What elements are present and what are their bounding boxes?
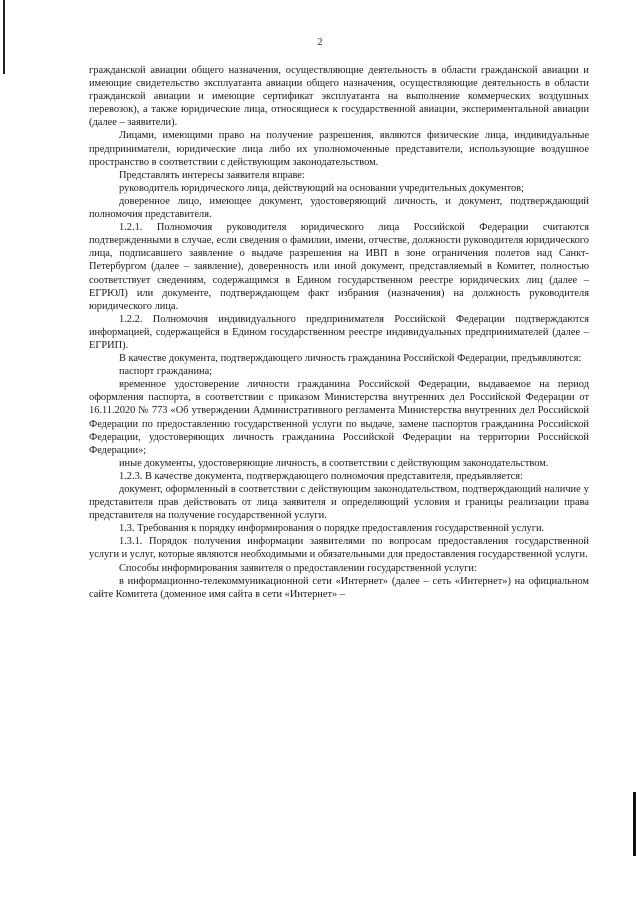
paragraph: в информационно-телекоммуникационной сети «Интернет» (далее – сеть «Интернет») на официальном сайте Комитета (доменное имя сайта в сети «Интернет» – bbox=[89, 575, 589, 600]
page-number: 2 bbox=[317, 37, 323, 48]
paragraph: Способы информирования заявителя о предоставлении государственной услуги: bbox=[119, 562, 477, 574]
paragraph: Представлять интересы заявителя вправе: bbox=[119, 169, 305, 181]
paragraph: документ, оформленный в соответствии с действующим законодательством, подтверждающий наличие у представителя прав действовать от лица заявителя и определяющий условия и границы реализации права представителя на получение государственной услуги. bbox=[89, 484, 589, 522]
paragraph: временное удостоверение личности гражданина Российской Федерации, выдаваемое на период оформления паспорта, в соответствии с приказом Министерства внутренних дел Российской Федерации от 16.11.2020 № 773 «Об утверждении Административного регламента Министерства внутренних дел Российской Федерации по предоставлению государственной услуги по выдаче, замене паспортов гражданина Российской Федерации, удостоверяющих личность гражданина Российской Федерации на территории Российской Федерации»; bbox=[89, 379, 589, 456]
paragraph: Лицами, имеющими право на получение разрешения, являются физические лица, индивидуальные предприниматели, юридические лица либо их уполномоченные представители, использующие воздушное пространство в соответствии с действующим законодательством. bbox=[89, 130, 589, 168]
scan-edge-mark-right bbox=[633, 792, 636, 856]
paragraph: паспорт гражданина; bbox=[119, 366, 213, 378]
paragraph: гражданской авиации общего назначения, осуществляющие деятельность в области гражданской авиации и имеющие свидетельство эксплуатанта авиации общего назначения, осуществляющие деятельность в области гражданской авиации и имеющие сертификат эксплуатанта на выполнение коммерческих воздушных перевозок), а также юридические лица, относящиеся к государственной авиации, экспериментальной авиации (далее – заявители). bbox=[89, 65, 589, 129]
paragraph: 1.2.3. В качестве документа, подтверждающего полномочия представителя, предъявляется: bbox=[119, 470, 523, 482]
paragraph: 1.3.1. Порядок получения информации заявителями по вопросам предоставления государственной услуги и услуг, которые являются необходимыми и обязательными для предоставления государственной услуги. bbox=[89, 536, 589, 561]
paragraph: 1.2.2. Полномочия индивидуального предпринимателя Российской Федерации подтверждаются информацией, содержащейся в Едином государственном реестре индивидуальных предпринимателей (далее – ЕГРИП). bbox=[89, 313, 589, 351]
paragraph: доверенное лицо, имеющее документ, удостоверяющий личность, и документ, подтверждающий полномочия представителя. bbox=[89, 195, 589, 221]
paragraph: руководитель юридического лица, действующий на основании учредительных документов; bbox=[119, 182, 524, 194]
paragraph: В качестве документа, подтверждающего личность гражданина Российской Федерации, предъявляются: bbox=[119, 353, 582, 365]
paragraph: 1.2.1. Полномочия руководителя юридического лица Российской Федерации считаются подтвержденными в случае, если сведения о фамилии, имени, отчестве, должности руководителя юридического лица, подписавшего заявление о выдаче разрешения на ИВП в зоне ограничения полетов над Санкт-Петербургом (далее – заявление), доверенность или иной документ, представляемый в Комитет, полностью соответствует сведениям, содержащимся в Едином государственном реестре юридических лиц (далее – ЕГРЮЛ) или документе, подтверждающем факт избрания (назначения) на должность руководителя юридического лица. bbox=[89, 222, 589, 312]
document-body bbox=[89, 64, 589, 601]
paragraph: иные документы, удостоверяющие личность, в соответствии с действующим законодательством. bbox=[119, 457, 549, 469]
paragraph: 1.3. Требования к порядку информирования о порядке предоставления государственной услуги. bbox=[119, 523, 545, 535]
